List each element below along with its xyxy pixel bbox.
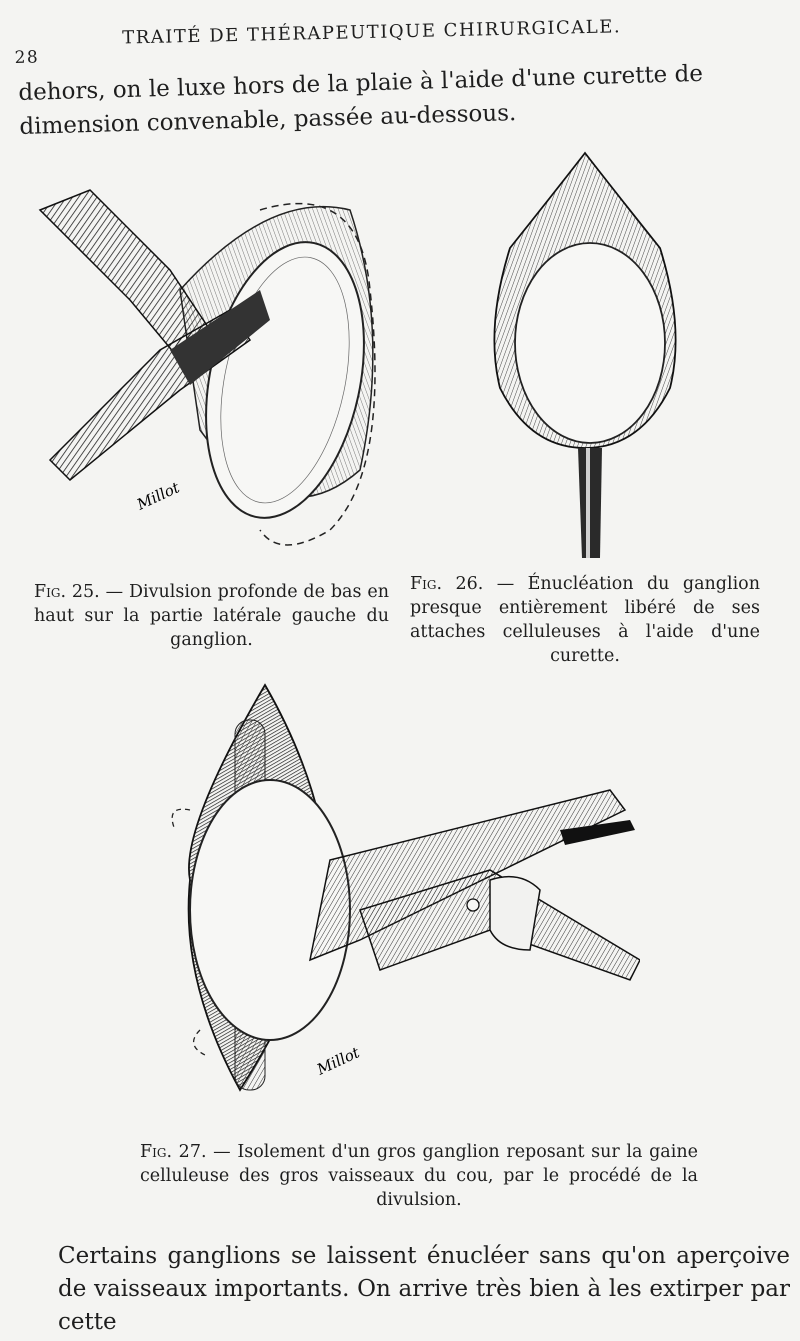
figure-25-illustration	[30, 170, 400, 560]
page-number: 28	[14, 47, 40, 68]
running-title: TRAITÉ DE THÉRAPEUTIQUE CHIRURGICALE.	[121, 16, 622, 49]
figure-27-signature: Millot	[314, 1043, 363, 1079]
figure-26-caption	[410, 572, 760, 668]
intro-paragraph: dehors, on le luxe hors de la plaie à l'aide d'une curette de dimension convenable, passée au-dessous.	[18, 60, 704, 140]
figure-25-caption-text: — Divulsion profonde de bas en haut sur la partie latérale gauche du ganglion.	[34, 582, 389, 650]
figure-26-illustration	[490, 148, 680, 563]
figure-25-label: Fig. 25.	[34, 582, 100, 602]
body-paragraph: Certains ganglions se laissent énucléer sans qu'on aperçoive de vaisseaux importants. On arrive très bien à les extirper par cette	[58, 1243, 790, 1335]
figure-26-label: Fig. 26.	[410, 574, 484, 594]
figure-27-caption	[140, 1140, 698, 1212]
figure-27-illustration	[160, 680, 640, 1120]
figure-25-caption	[34, 580, 389, 652]
figure-27-label: Fig. 27.	[140, 1142, 207, 1162]
figure-26-caption-text: — Énucléation du ganglion presque entièrement libéré de ses attaches celluleuses à l'aide d'une curette.	[410, 574, 760, 666]
figure-25-signature: Millot	[134, 478, 183, 514]
page-header	[14, 13, 774, 68]
figure-27-caption-text: — Isolement d'un gros ganglion reposant sur la gaine celluleuse des gros vaisseaux du cou, par le procédé de la divulsion.	[140, 1142, 698, 1210]
